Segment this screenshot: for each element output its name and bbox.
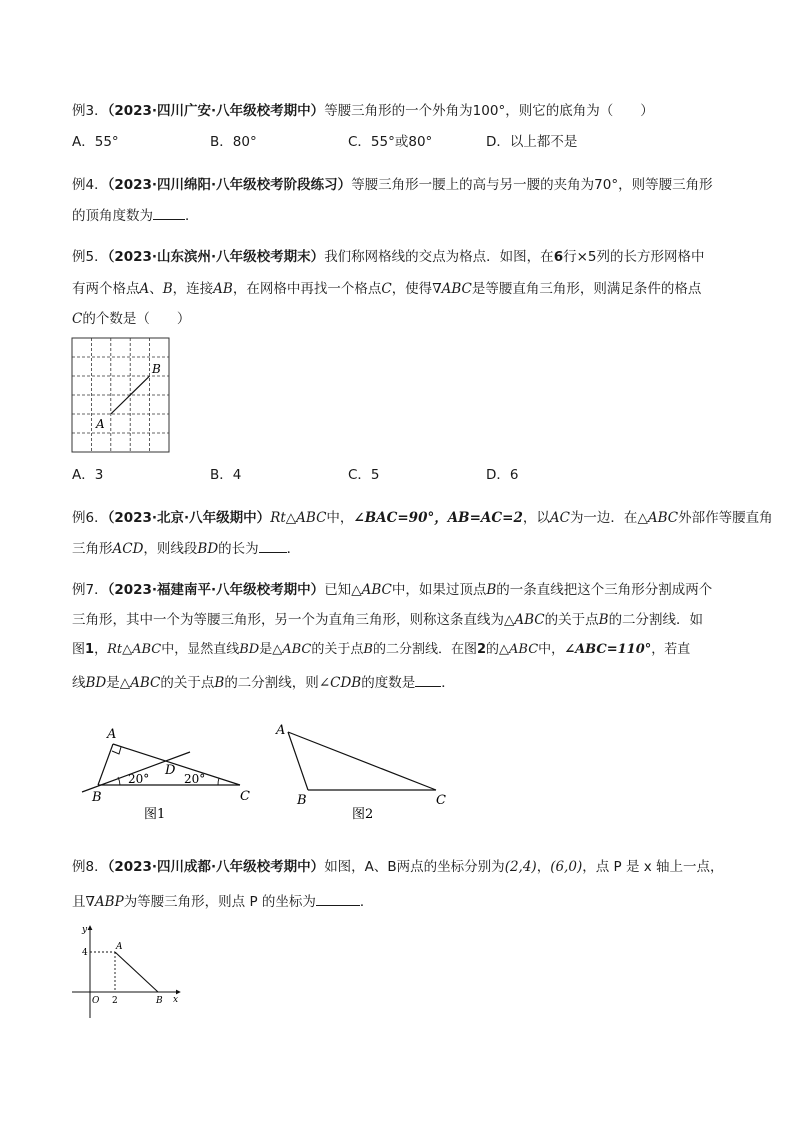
q6-stem-line2: 三角形ACD，则线段BD的长为 ． — [72, 538, 300, 559]
q6-stem-line1: 例6．（2023·北京·八年级期中）Rt△ABC中，∠BAC=90°，AB=AC=2，以AC为一边．在△ABC外部作等腰直角 — [72, 510, 773, 526]
angle-label-b: 20° — [128, 772, 150, 786]
angle-arc-c — [218, 778, 219, 785]
side-ac — [288, 732, 436, 790]
segment-ab — [115, 952, 158, 992]
q5-stem-line2: 有两个格点A、B，连接AB，在网格中再找一个格点C，使得∇ABC是等腰直角三角形，则满足条件的格点 — [72, 281, 702, 297]
q3-option-c: C．55°或80° — [348, 134, 433, 150]
label-d: D — [165, 763, 176, 778]
q7-stem-line2: 三角形，其中一个为等腰三角形，另一个为直角三角形，则称这条直线为△ABC的关于点B的二分割线．如 — [72, 612, 704, 628]
label-c: C — [240, 789, 250, 804]
q7-stem-line4: 线BD是△ABC的关于点B的二分割线，则∠CDB的度数是 ． — [72, 672, 455, 693]
q5-option-b: B．4 — [210, 467, 242, 483]
figure-caption: 图2 — [352, 807, 374, 822]
answer-blank[interactable] — [415, 672, 441, 687]
figure-caption: 图1 — [144, 807, 166, 822]
q7-figure-2 — [272, 718, 462, 822]
answer-blank[interactable] — [259, 538, 287, 553]
x-axis-label: x — [173, 995, 179, 1005]
q3-option-d: D．以上都不是 — [486, 134, 578, 150]
q7-figure-1 — [78, 722, 268, 822]
tick-label-2: 2 — [112, 996, 118, 1006]
tick-label-4: 4 — [82, 948, 88, 958]
q4-stem-line2: 的顶角度数为 ． — [72, 205, 199, 226]
label-a: A — [116, 942, 123, 952]
q5-option-a: A．3 — [72, 467, 104, 483]
q5-option-c: C．5 — [348, 467, 380, 483]
label-b: B — [152, 362, 161, 376]
q7-stem-line1: 例7．（2023·福建南平·八年级校考期中）已知△ABC中，如果过顶点B的一条直线把这个三角形分割成两个 — [72, 582, 713, 598]
q3-option-a: A．55° — [72, 134, 119, 150]
y-axis-label: y — [82, 925, 88, 935]
q4-stem-line1: 例4．（2023·四川绵阳·八年级校考阶段练习）等腰三角形一腰上的高与另一腰的夹角为70°，则等腰三角形 — [72, 177, 713, 193]
q8-stem-line2: 且∇ABP为等腰三角形，则点 P 的坐标为 ． — [72, 891, 373, 912]
angle-label-c: 20° — [184, 772, 206, 786]
q7-stem-line3: 图1，Rt△ABC中，显然直线BD是△ABC的关于点B的二分割线．在图2的△ABC中，∠ABC=110°，若直 — [72, 642, 691, 657]
q8-stem-line1: 例8．（2023·四川成都·八年级校考期中）如图，A、B两点的坐标分别为(2,4)，(6,0)，点 P 是 x 轴上一点， — [72, 859, 724, 875]
origin-label: O — [92, 996, 100, 1006]
answer-blank[interactable] — [316, 891, 360, 906]
q5-grid-figure — [72, 338, 172, 456]
q5-stem-line3: C的个数是（ ） — [72, 311, 191, 327]
label-b: B — [156, 996, 163, 1006]
side-ab — [288, 732, 308, 790]
side-ab — [98, 744, 113, 785]
label-a: A — [107, 727, 117, 742]
q3-stem: 例3．（2023·四川广安·八年级校考期中）等腰三角形的一个外角为100°，则它的底角为（ ） — [72, 103, 654, 119]
q5-option-d: D．6 — [486, 467, 519, 483]
label-b: B — [92, 790, 102, 805]
q8-coordinate-figure — [70, 922, 190, 1022]
label-a: A — [96, 417, 105, 431]
label-a: A — [276, 723, 286, 738]
answer-blank[interactable] — [153, 205, 185, 220]
label-c: C — [436, 793, 446, 808]
label-b: B — [297, 793, 307, 808]
q5-stem-line1: 例5．（2023·山东滨州·八年级校考期末）我们称网格线的交点为格点．如图，在6行×5列的长方形网格中 — [72, 249, 705, 265]
right-angle-mark — [112, 747, 121, 754]
q3-option-b: B．80° — [210, 134, 257, 150]
